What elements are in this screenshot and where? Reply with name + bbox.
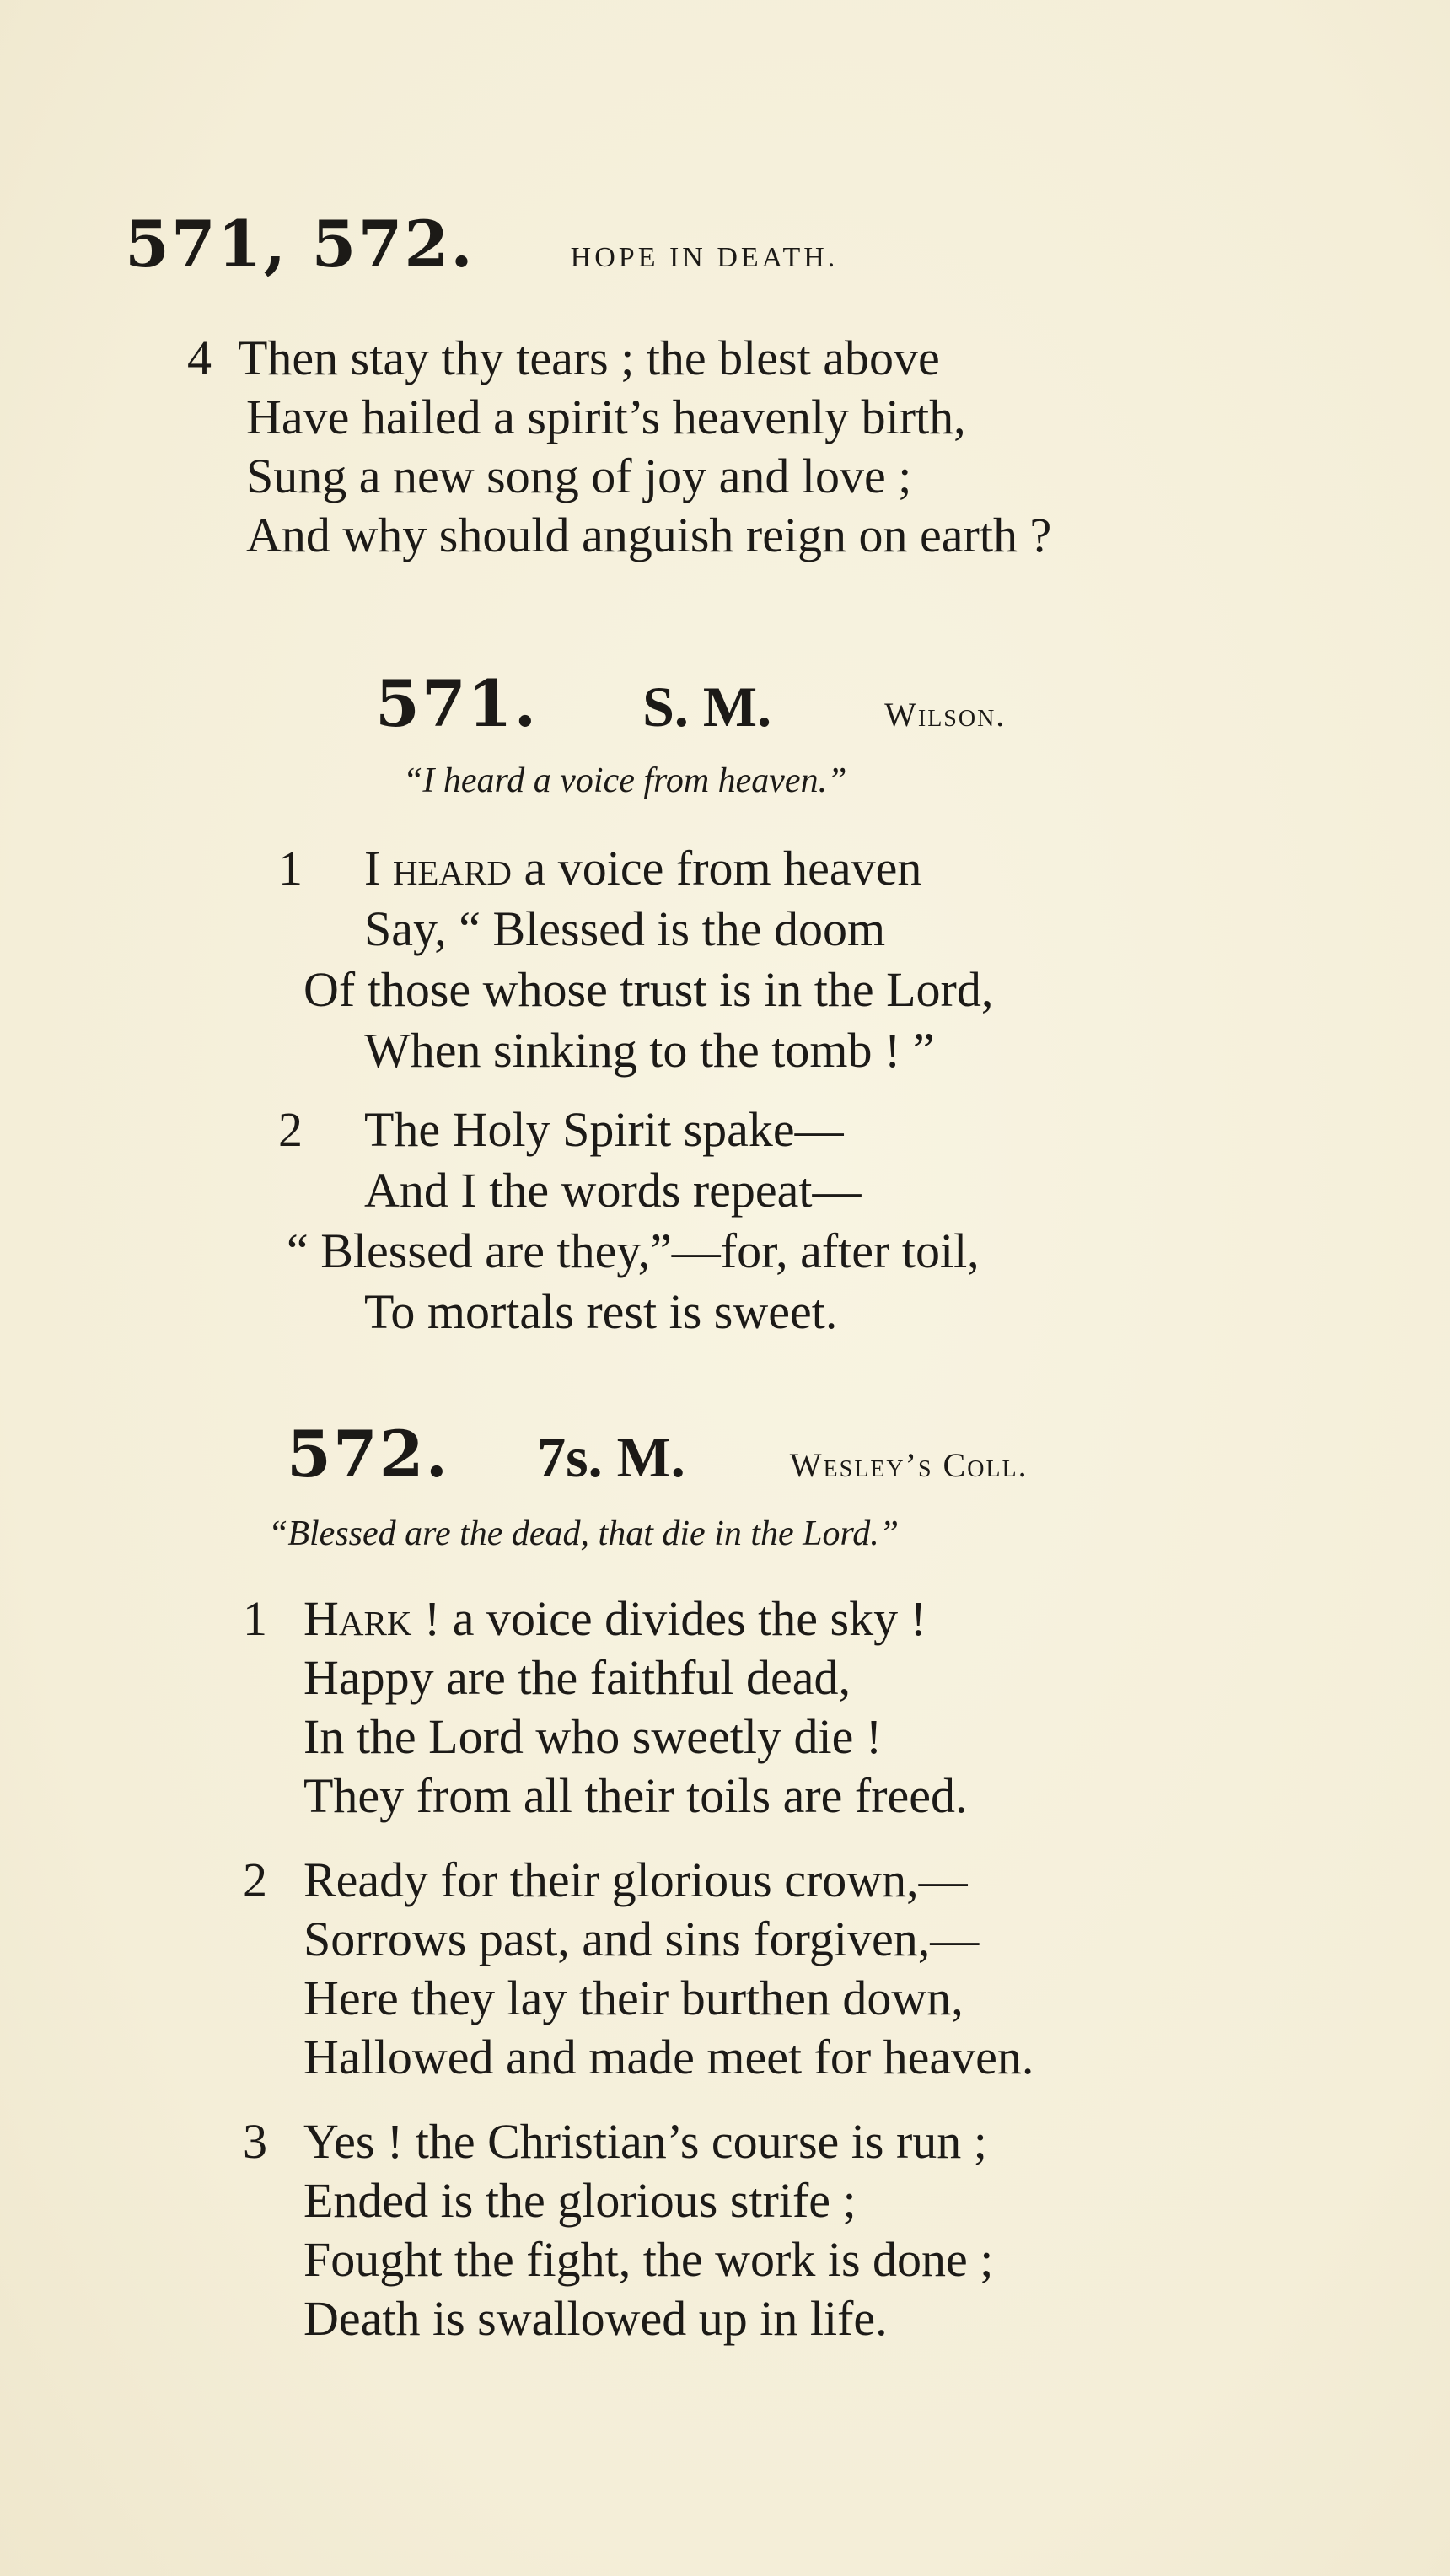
verse-line-text: Yes ! the Christian’s course is run ; — [303, 2114, 987, 2169]
verse-line: Have hailed a spirit’s heavenly birth, — [246, 390, 966, 444]
hymn-heading — [375, 666, 1006, 742]
verse-first-word: I heard — [364, 841, 513, 895]
hymn-number: 571. — [375, 666, 539, 741]
verse-line: Sung a new song of joy and love ; — [246, 449, 912, 503]
verse-number: 2 — [243, 1853, 267, 1907]
verse-first-word: Hark — [303, 1591, 412, 1646]
verse-line: When sinking to the tomb ! ” — [364, 1023, 935, 1078]
verse-line: Happy are the faithful dead, — [303, 1650, 851, 1705]
hymn-meter: 7s. M. — [537, 1425, 685, 1489]
verse-line: Ended is the glorious strife ; — [303, 2173, 857, 2228]
hymn-meter: S. M. — [642, 675, 772, 739]
verse-line: Of those whose trust is in the Lord, — [303, 962, 994, 1017]
hymn-number: 572. — [287, 1417, 450, 1492]
running-head-title: HOPE IN DEATH. — [570, 242, 839, 273]
running-head-hymn-numbers: 571, 572. — [125, 207, 475, 282]
verse-number: 1 — [278, 841, 303, 895]
verse-line — [278, 1100, 844, 1159]
verse-line: Say, “ Blessed is the doom — [364, 901, 886, 956]
verse-line: Death is swallowed up in life. — [303, 2291, 888, 2346]
verse-line: Here they lay their burthen down, — [303, 1971, 964, 2025]
verse-line — [243, 1589, 926, 1648]
verse-line: Sorrows past, and sins forgiven,— — [303, 1912, 980, 1966]
verse-line-text: a voice from heaven — [512, 841, 922, 895]
verse-line: Hallowed and made meet for heaven. — [303, 2030, 1034, 2084]
hymn-motto: “Blessed are the dead, that die in the Lord.” — [268, 1514, 900, 1553]
running-head — [125, 207, 838, 282]
verse-number: 2 — [278, 1102, 303, 1157]
verse-line — [187, 329, 940, 388]
hymn-tune: Wesley’s Coll. — [789, 1446, 1028, 1484]
verse-number: 1 — [243, 1591, 267, 1646]
verse-line: “ Blessed are they,”—for, after toil, — [287, 1223, 980, 1278]
verse-line — [243, 2112, 987, 2171]
verse-line — [278, 839, 921, 898]
hymn-motto: “I heard a voice from heaven.” — [403, 761, 847, 800]
verse-line: They from all their toils are freed. — [303, 1768, 968, 1823]
verse-line: And I the words repeat— — [364, 1163, 862, 1218]
verse-line — [243, 1851, 968, 1910]
verse-line: In the Lord who sweetly die ! — [303, 1709, 883, 1764]
verse-line-text: ! a voice divides the sky ! — [411, 1591, 926, 1646]
verse-line-text: The Holy Spirit spake— — [364, 1102, 844, 1157]
hymn-tune: Wilson. — [884, 696, 1007, 734]
verse-line-text: Then stay thy tears ; the blest above — [238, 331, 940, 385]
verse-number: 4 — [187, 331, 212, 385]
verse-number: 3 — [243, 2114, 267, 2169]
verse-line: To mortals rest is sweet. — [364, 1284, 838, 1339]
verse-line: And why should anguish reign on earth ? — [246, 508, 1052, 562]
verse-line: Fought the fight, the work is done ; — [303, 2232, 994, 2287]
verse-line-text: Ready for their glorious crown,— — [303, 1853, 968, 1907]
hymn-heading — [287, 1417, 1028, 1492]
